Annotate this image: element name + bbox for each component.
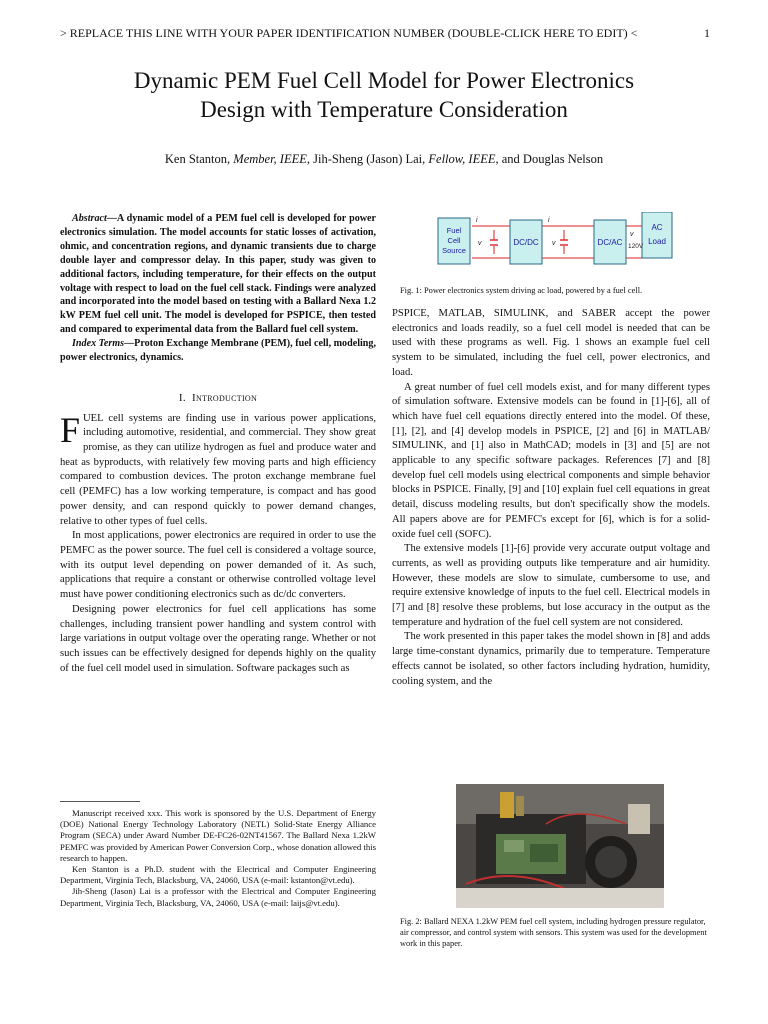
- label-v2: v: [552, 240, 556, 247]
- right-column: [392, 307, 710, 689]
- intro-paragraph-3: Designing power electronics for fuel cell applications has some challenges, including transient power handling and system control with large variations in output voltage over the operating range. Whether or not such issues can be effectively designed for depends highly on the quality of the fuel cell model used in simulation. Software packages such as: [60, 603, 376, 674]
- block-ac-load: [642, 212, 672, 258]
- abstract: [60, 212, 376, 337]
- figure-1-block-diagram: [436, 212, 690, 272]
- section-title: Introduction: [192, 391, 258, 404]
- abstract-label: Abstract: [72, 213, 107, 224]
- figure-2-photo: [456, 784, 664, 908]
- figure-2-caption: Fig. 2: Ballard NEXA 1.2kW PEM fuel cell system, including hydrogen pressure regulator, air compressor, and control system with sensors. This system was used for the development work in this paper.: [400, 917, 707, 949]
- right-paragraph-1: PSPICE, MATLAB, SIMULINK, and SABER accept the power electronics and loads readily, so a fuel cell model is needed that can be used with these programs as well. Fig. 1 shows an example fuel cell system to be simulated, including the fuel cell, power electronics, and load.: [392, 308, 710, 378]
- author-3: and Douglas Nelson: [501, 152, 604, 166]
- section-numeral: I.: [178, 391, 186, 404]
- block-dcac: [594, 220, 626, 264]
- paper-title: [40, 66, 728, 124]
- right-paragraph-4: The work presented in this paper takes the model shown in [8] and adds large time-constant dynamics, primarily due to temperature. Temperature effects cannot be isolated, so other factors including hydration, humidity, cooling system, and the: [392, 631, 710, 687]
- index-terms: [60, 337, 376, 365]
- label-i2: i: [548, 217, 550, 224]
- intro-paragraph-1-text: UEL cell systems are finding use in various power applications, including automotive, residential, and commercial. They show great promise, as they can utilize hydrogen as fuel and produce water and heat as byproducts, with relatively few moving parts and high efficiency compared to combustion devices. The proton exchange membrane fuel cell (PEMFC) has a low working temperature, is compact and has good power density, and can respond quickly to power demand changes, relative to other types of fuel cells.: [60, 412, 376, 527]
- abstract-text: —A dynamic model of a PEM fuel cell is developed for power electronics simulation. The model accounts for static losses of activation, ohmic, and concentration regions, and dynamic transients due to charge double layer and compressor delay. In this paper, study was given to additional factors, including temperature, for their effects on the output voltage with respect to load on the fuel cell stack. Findings were analyzed and incorporated into the model based on testing with a Ballard Nexa 1.2 kW PEM fuel cell unit. The model is developed for PSPICE, then tested and compared to experimental data from the Ballard fuel cell system.: [60, 213, 376, 336]
- author-list: [40, 152, 728, 167]
- drop-cap: F: [60, 409, 81, 450]
- author-1-role: Member, IEEE,: [233, 152, 310, 166]
- label-fuel: Fuel: [446, 226, 462, 235]
- label-ac: AC: [651, 223, 663, 232]
- footnote-manuscript: Manuscript received xxx. This work is sponsored by the U.S. Department of Energy (DOE) National Energy Technology Laboratory (NETL) Solid-State Energy Alliance Program (SECA) under Award Number DE-FC26-02NT41567. The Ballard Nexa 1.2kW PEMFC was provided by American Power Conversion Corp., whose donation allowed this research to happen.: [60, 808, 376, 863]
- label-load: Load: [648, 237, 666, 246]
- footnote-rule: [60, 801, 140, 802]
- index-terms-text: —Proton Exchange Membrane (PEM), fuel cell, modeling, power electronics, dynamics.: [60, 338, 376, 364]
- section-heading: [60, 391, 376, 406]
- index-terms-label: Index Terms: [72, 338, 125, 350]
- page-number: 1: [704, 26, 710, 40]
- title-line-2: Design with Temperature Consideration: [200, 97, 568, 122]
- footnote-author-1: Ken Stanton is a Ph.D. student with the Electrical and Computer Engineering Department, Virginia Tech, Blacksburg, VA, 24060, USA (e-mail: kstanton@vt.edu).: [60, 864, 376, 886]
- title-line-1: Dynamic PEM Fuel Cell Model for Power Electronics: [133, 68, 635, 93]
- figure-1-caption: Fig. 1: Power electronics system driving ac load, powered by a fuel cell.: [400, 286, 643, 295]
- intro-paragraph-1: [60, 409, 376, 530]
- label-dcdc: DC/DC: [513, 238, 539, 247]
- header-line: > REPLACE THIS LINE WITH YOUR PAPER IDENTIFICATION NUMBER (DOUBLE-CLICK HERE TO EDIT) <: [60, 26, 638, 40]
- author-2: Jih-Sheng (Jason) Lai,: [313, 152, 426, 166]
- running-header: [60, 26, 710, 41]
- right-paragraph-2: A great number of fuel cell models exist, and for many different types of simulation software. Extensive models can be found in [1]-[6], all of which have fuel cell equations directly entered into the model. Of these, [1], [2], and [4] develop models in PSPICE, [2] and [6] in MATLAB/ SIMULINK, and [1] also in MathCAD; models in [3] and [5] are not applicable to any specific software packages. References [7] and [8] develop fuel cell models using electrical components and simple behavior blocks in PSPICE. Finally, [9] and [10] explain fuel cell equations in great detail, discuss modeling results, but don't specifically show the models. All papers above are for PEMFC's except for [6], which is for a solid-oxide fuel cell (SOFC).: [392, 381, 710, 540]
- fuel-cell-system-photo: [456, 784, 664, 908]
- label-cell: Cell: [447, 236, 461, 245]
- author-1: Ken Stanton,: [164, 152, 231, 166]
- label-source: Source: [442, 246, 466, 255]
- right-paragraph-3: The extensive models [1]-[6] provide very accurate output voltage and currents, as well as providing outputs like temperature and air humidity. However, these models are slow to simulate, cumbersome to use, and require extensive knowledge of inputs to the fuel cell. Electrical models in [7] and [8] resolve these problems, but lose accuracy in the output as the temperature and hydration of the fuel cell system are not considered.: [392, 543, 710, 628]
- block-fuel-cell: [438, 218, 470, 264]
- label-i1: i: [476, 217, 478, 224]
- left-column: [60, 212, 376, 676]
- label-v3: v: [630, 231, 634, 238]
- footnote-author-2: Jih-Sheng (Jason) Lai is a professor with the Electrical and Computer Engineering Department, Virginia Tech, Blacksburg, VA, 24060, USA (e-mail: laijs@vt.edu).: [60, 886, 376, 908]
- intro-paragraph-2: In most applications, power electronics are required in order to use the PEMFC as the power source. The fuel cell is considered a voltage source, with its output level depending on power demanded of it. As such, applications that require a constant or otherwise controlled voltage level must have power conditioning electronics such as dc/dc converters.: [60, 530, 376, 601]
- footnote: [60, 808, 376, 909]
- author-2-role: Fellow, IEEE,: [428, 152, 499, 166]
- block-dcdc: [510, 220, 542, 264]
- label-v1: v: [478, 240, 482, 247]
- label-dcac: DC/AC: [597, 238, 623, 247]
- label-120v: 120V: [628, 243, 644, 250]
